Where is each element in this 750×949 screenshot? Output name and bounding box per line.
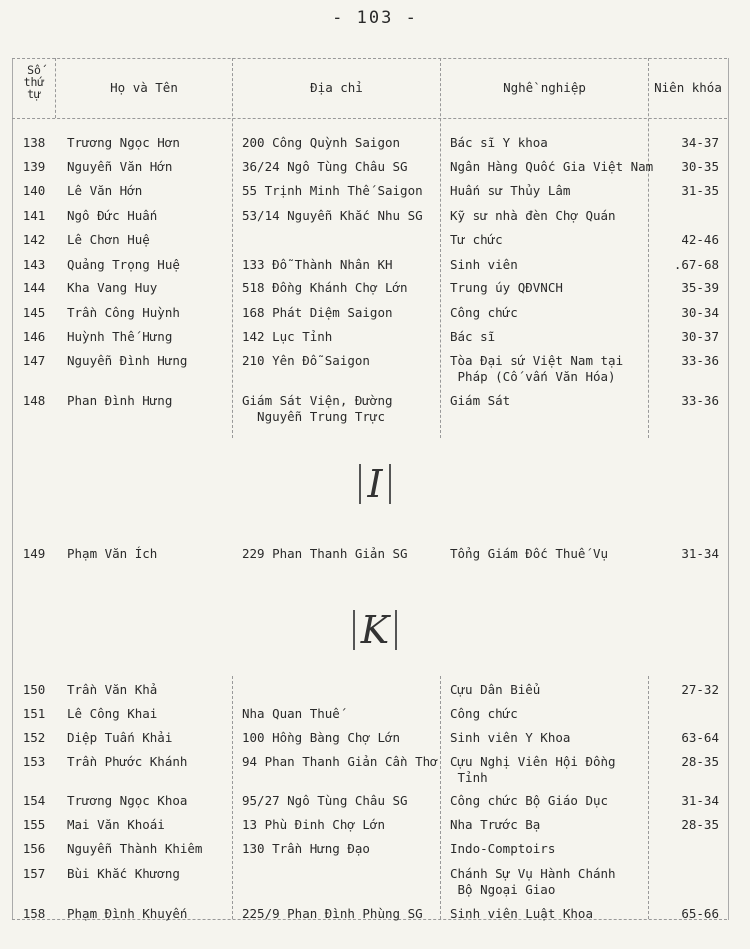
row-number: 158 [22,906,46,921]
row-address [242,906,423,922]
row-year: 31-34 [681,793,719,808]
row-job-line: Chánh Sự Vụ Hành Chánh [450,866,616,881]
row-number: 145 [22,305,46,320]
row-job-line: Bác sĩ Y khoa [450,135,548,150]
row-name: Trần Văn Khả [67,682,158,697]
row-name: Ngô Đức Huấn [67,208,158,223]
row-year: 33-36 [681,353,719,368]
row-address-line: Nha Quan Thuế [242,706,340,721]
row-job [450,135,548,151]
header-bottom-rule [12,118,727,119]
row-name: Phạm Văn Ích [67,546,158,561]
row-job-line: Nha Trước Bạ [450,817,541,832]
row-job-line: Cựu Nghị Viên Hội Đồng [450,754,616,769]
row-job-line: Bộ Ngoại Giao [450,882,556,897]
row-address-line: Giám Sát Viện, Đường [242,393,393,408]
row-name: Lê Công Khai [67,706,158,721]
row-name: Trần Phước Khánh [67,754,188,769]
row-address-line: 13 Phù Đinh Chợ Lớn [242,817,385,832]
row-address-line: 133 Đỗ Thành Nhân KH [242,257,393,272]
row-year: 35-39 [681,280,719,295]
row-address-line: 36/24 Ngô Tùng Châu SG [242,159,408,174]
row-job-line: Huấn sư Thủy Lâm [450,183,571,198]
row-address-line: Nguyễn Trung Trực [242,409,385,424]
row-number: 148 [22,393,46,408]
header-no-line: thứ [23,75,45,89]
row-number: 154 [22,793,46,808]
row-job-line: Tư chức [450,232,503,247]
row-job [450,682,540,698]
row-job [450,393,510,409]
header-job: Nghề nghiệp [503,80,586,95]
row-address [242,280,408,296]
row-year: 28-35 [681,754,719,769]
row-job [450,730,570,746]
row-number: 155 [22,817,46,832]
row-address [242,730,400,746]
row-name: Huỳnh Thế Hưng [67,329,173,344]
row-address [242,257,393,273]
row-job [450,159,653,175]
row-job-line: Tỉnh [450,770,488,785]
row-job [450,793,608,809]
header-address: Địa chỉ [310,80,363,95]
row-job-line: Tổng Giám Đốc Thuế Vụ [450,546,609,561]
row-year: 31-34 [681,546,719,561]
row-job-line: Trung úy QĐVNCH [450,280,563,295]
column-rule-name-upper [232,58,233,438]
row-job [450,817,540,833]
row-address [242,706,340,722]
row-number: 144 [22,280,46,295]
header-no-line: Số [27,63,41,77]
row-address-line: 142 Lục Tỉnh [242,329,333,344]
row-year: 34-37 [681,135,719,150]
row-address [242,329,332,345]
row-job-line: Công chức [450,305,518,320]
row-number: 138 [22,135,46,150]
row-year: 30-34 [681,305,719,320]
column-rule-job-lower [648,676,649,919]
row-name: Kha Vang Huy [67,280,158,295]
row-job [450,841,555,857]
row-address [242,135,400,151]
row-number: 156 [22,841,46,856]
row-number: 150 [22,682,46,697]
row-number: 146 [22,329,46,344]
section-letter-i: I [0,464,750,504]
row-job [450,183,570,199]
row-address-line: 168 Phát Diệm Saigon [242,305,393,320]
row-name: Lê Chơn Huệ [67,232,150,247]
row-address-line: 94 Phan Thanh Giản Cần Thơ [242,754,438,769]
row-job [450,305,518,321]
row-job-line: Công chức [450,706,518,721]
row-address [242,841,370,857]
row-name: Trần Công Huỳnh [67,305,180,320]
row-number: 139 [22,159,46,174]
row-year: .67-68 [673,257,719,272]
column-rule-job-upper [648,58,649,438]
row-address-line: 130 Trần Hưng Đạo [242,841,370,856]
row-address [242,159,408,175]
row-address-line: 100 Hồng Bàng Chợ Lớn [242,730,401,745]
row-year: 31-35 [681,183,719,198]
row-year: 28-35 [681,817,719,832]
row-address-line: 225/9 Phan Đình Phùng SG [242,906,423,921]
row-name: Nguyễn Đình Hưng [67,353,188,368]
row-job [450,257,518,273]
column-rule-address-upper [440,58,441,438]
row-number: 147 [22,353,46,368]
row-address [242,754,438,770]
row-address [242,353,370,369]
row-address-line: 95/27 Ngô Tùng Châu SG [242,793,408,808]
row-number: 143 [22,257,46,272]
row-number: 157 [22,866,46,881]
row-year: 30-35 [681,159,719,174]
header-no-line: tự [27,87,41,101]
row-job-line: Indo-Comptoirs [450,841,556,856]
row-job-line: Cựu Dân Biểu [450,682,541,697]
row-year: 33-36 [681,393,719,408]
row-job-line: Ngân Hàng Quốc Gia Việt Nam [450,159,654,174]
row-job [450,546,608,562]
row-year: 63-64 [681,730,719,745]
row-job [450,754,616,786]
column-rule-address-lower [440,676,441,919]
row-job [450,353,623,385]
row-job-line: Sinh viên Luật Khoa [450,906,593,921]
row-job [450,280,563,296]
row-number: 151 [22,706,46,721]
row-name: Mai Văn Khoái [67,817,165,832]
row-name: Lê Văn Hớn [67,183,143,198]
row-address [242,305,393,321]
row-address [242,393,393,425]
column-rule-name-lower [232,676,233,919]
row-job-line: Sinh viên [450,257,518,272]
row-address [242,817,385,833]
row-job-line: Sinh viên Y Khoa [450,730,571,745]
row-job [450,232,503,248]
row-name: Phan Đình Hưng [67,393,173,408]
row-job-line: Tòa Đại sứ Việt Nam tại [450,353,624,368]
row-address [242,793,408,809]
row-address-line: 55 Trịnh Minh Thế Saigon [242,183,423,198]
row-address-line: 53/14 Nguyễn Khắc Nhu SG [242,208,423,223]
header-no [14,64,54,100]
row-number: 142 [22,232,46,247]
row-name: Phạm Đình Khuyến [67,906,188,921]
row-year: 27-32 [681,682,719,697]
row-job-line: Pháp (Cố vấn Văn Hóa) [450,369,616,384]
row-job [450,208,616,224]
row-year: 65-66 [681,906,719,921]
row-number: 153 [22,754,46,769]
page-number: - 103 - [332,8,418,28]
row-year: 30-37 [681,329,719,344]
section-letter-k: K [0,610,750,650]
row-job-line: Công chức Bộ Giáo Dục [450,793,609,808]
row-job-line: Bác sĩ [450,329,496,344]
row-number: 141 [22,208,46,223]
row-name: Bùi Khắc Khương [67,866,180,881]
row-address-line: 200 Công Quỳnh Saigon [242,135,401,150]
row-number: 140 [22,183,46,198]
row-address-line: 518 Đồng Khánh Chợ Lớn [242,280,408,295]
row-address-line: 210 Yên Đỗ Saigon [242,353,370,368]
row-address-line: 229 Phan Thanh Giản SG [242,546,408,561]
row-name: Diệp Tuấn Khải [67,730,173,745]
row-number: 152 [22,730,46,745]
row-address [242,183,423,199]
row-job-line: Kỹ sư nhà đèn Chợ Quán [450,208,616,223]
header-top-rule [12,58,727,59]
header-year: Niên khóa [654,80,722,95]
row-name: Trương Ngọc Khoa [67,793,188,808]
header-name: Họ và Tên [110,80,178,95]
row-name: Nguyễn Văn Hớn [67,159,173,174]
row-job [450,329,495,345]
row-job-line: Giám Sát [450,393,511,408]
row-name: Trương Ngọc Hơn [67,135,180,150]
row-address [242,546,408,562]
row-year: 42-46 [681,232,719,247]
row-job [450,906,593,922]
row-address [242,208,423,224]
row-number: 149 [22,546,46,561]
row-name: Quảng Trọng Huệ [67,257,180,272]
row-job [450,706,518,722]
row-job [450,866,616,898]
row-name: Nguyễn Thành Khiêm [67,841,203,856]
